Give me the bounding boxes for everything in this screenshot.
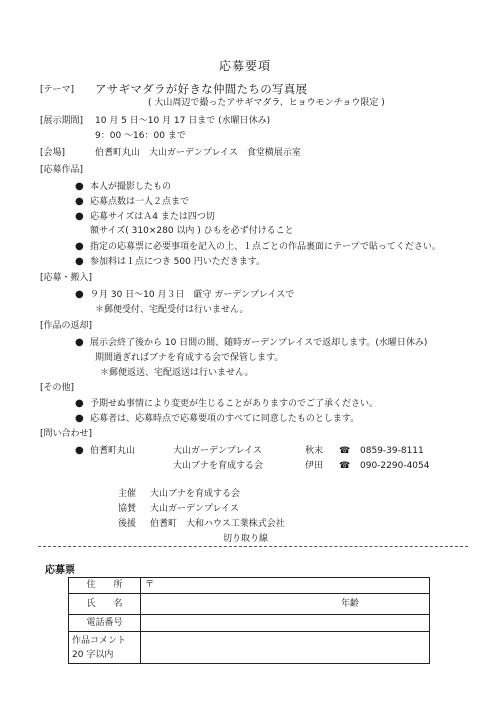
comment-label	[69, 632, 141, 664]
comment-label-line-1: 作品コメント	[72, 635, 127, 646]
bullet-icon: ●	[75, 256, 84, 267]
theme-label: [テーマ]	[40, 85, 75, 95]
phone-icon: ☎	[339, 461, 351, 471]
bullet-icon: ●	[75, 196, 84, 207]
sponsor-name: 大山ガーデンプレイス	[150, 504, 239, 514]
return-text: 展示会終了後から 10 日間の間、随時ガーデンプレイスで返却します。(水曜日休み)	[90, 338, 428, 348]
contact-person: 秋末	[305, 446, 324, 456]
period-dates: 10 月 5 日〜10 月 17 日まで (水曜日休み)	[95, 116, 271, 126]
works-item: 応募サイズはＡ4 または四つ切	[90, 212, 215, 222]
phone-icon: ☎	[339, 446, 351, 456]
sponsor-name: 大山ブナを育成する会	[150, 489, 241, 499]
works-item: 応募点数は一人２点まで	[90, 197, 190, 207]
return-note: ＊郵便返送、宅配返送は行いません。	[100, 368, 254, 378]
return-text-2: 期間過ぎればブナを育成する会で保管します。	[95, 353, 284, 363]
contact-org: 大山ブナを育成する会	[173, 461, 264, 471]
cut-line	[38, 546, 468, 547]
sponsor-name: 伯耆町 大和ハウス工業株式会社	[150, 519, 285, 529]
bullet-icon: ●	[75, 211, 84, 222]
name-field[interactable]	[141, 594, 430, 615]
other-item: 予期せぬ事情により変更が生じることがありますのでご了承ください。	[90, 399, 379, 409]
page-title: 応募要項	[219, 59, 272, 73]
bullet-icon: ●	[75, 398, 84, 409]
phone-field[interactable]	[141, 615, 430, 632]
period-hours: 9：00 〜16：00 まで	[95, 131, 186, 141]
theme-subtitle: ( 大山周辺で撮ったアサギマダラ、ヒョウモンチョウ限定 )	[148, 98, 385, 108]
contact-place: 伯耆町丸山	[90, 446, 136, 456]
venue-label: [会場]	[40, 148, 66, 158]
other-label: [その他]	[40, 383, 75, 393]
contact-phone: 090-2290-4054	[360, 461, 430, 471]
sponsor-role: 主催	[118, 489, 137, 499]
contact-org: 大山ガーデンプレイス	[173, 446, 262, 456]
delivery-note: ＊郵便受付、宅配受付は行いません。	[95, 305, 249, 315]
bullet-icon: ●	[75, 289, 84, 300]
delivery-label: [応募・搬入]	[40, 273, 93, 283]
venue-text: 伯耆町丸山 大山ガーデンプレイス 食堂横展示室	[95, 148, 301, 158]
postal-mark: 〒	[145, 580, 155, 590]
cut-line-label: 切り取り線	[223, 534, 269, 544]
bullet-icon: ●	[75, 241, 84, 252]
sponsor-role: 協賛	[118, 504, 137, 514]
form-title: 応募票	[45, 565, 75, 576]
bullet-icon: ●	[75, 181, 84, 192]
bullet-icon: ●	[75, 413, 84, 424]
contact-person: 伊田	[305, 461, 324, 471]
works-item-frame-size: 額サイズ( 310×280 以内 ) ひもを必ず付けること	[90, 226, 294, 236]
other-item: 応募者は、応募時点で応募要項のすべてに同意したものとします。	[90, 414, 360, 424]
period-label: [展示期間]	[40, 116, 84, 126]
theme-title: アサギマダラが好きな仲間たちの写真展	[95, 82, 308, 96]
works-item: 参加料は１点につき 500 円いただきます。	[90, 257, 266, 267]
application-form-table	[68, 577, 430, 664]
comment-label-line-2: 20 字以内	[72, 649, 114, 660]
return-label: [作品の返却]	[40, 321, 93, 331]
age-label: 年齢	[340, 598, 359, 609]
works-item: 指定の応募票に必要事項を記入の上、１点ごとの作品裏面にテープで貼ってください。	[90, 242, 441, 252]
sponsor-role: 後援	[118, 519, 137, 529]
contact-phone: 0859-39-8111	[360, 446, 424, 456]
bullet-icon: ●	[75, 337, 84, 348]
address-label: 住 所	[69, 578, 141, 594]
comment-field[interactable]	[141, 632, 430, 664]
phone-label: 電話番号	[69, 615, 141, 632]
address-field[interactable]	[141, 578, 430, 594]
delivery-text: ９月 30 日〜10 月３日 厳守 ガーデンプレイスで	[90, 290, 295, 300]
works-label: [応募作品]	[40, 165, 84, 175]
works-item: 本人が撮影したもの	[90, 182, 172, 192]
contact-label: [問い合わせ]	[40, 429, 93, 439]
bullet-icon: ●	[75, 445, 84, 456]
name-label: 氏 名	[69, 594, 141, 615]
